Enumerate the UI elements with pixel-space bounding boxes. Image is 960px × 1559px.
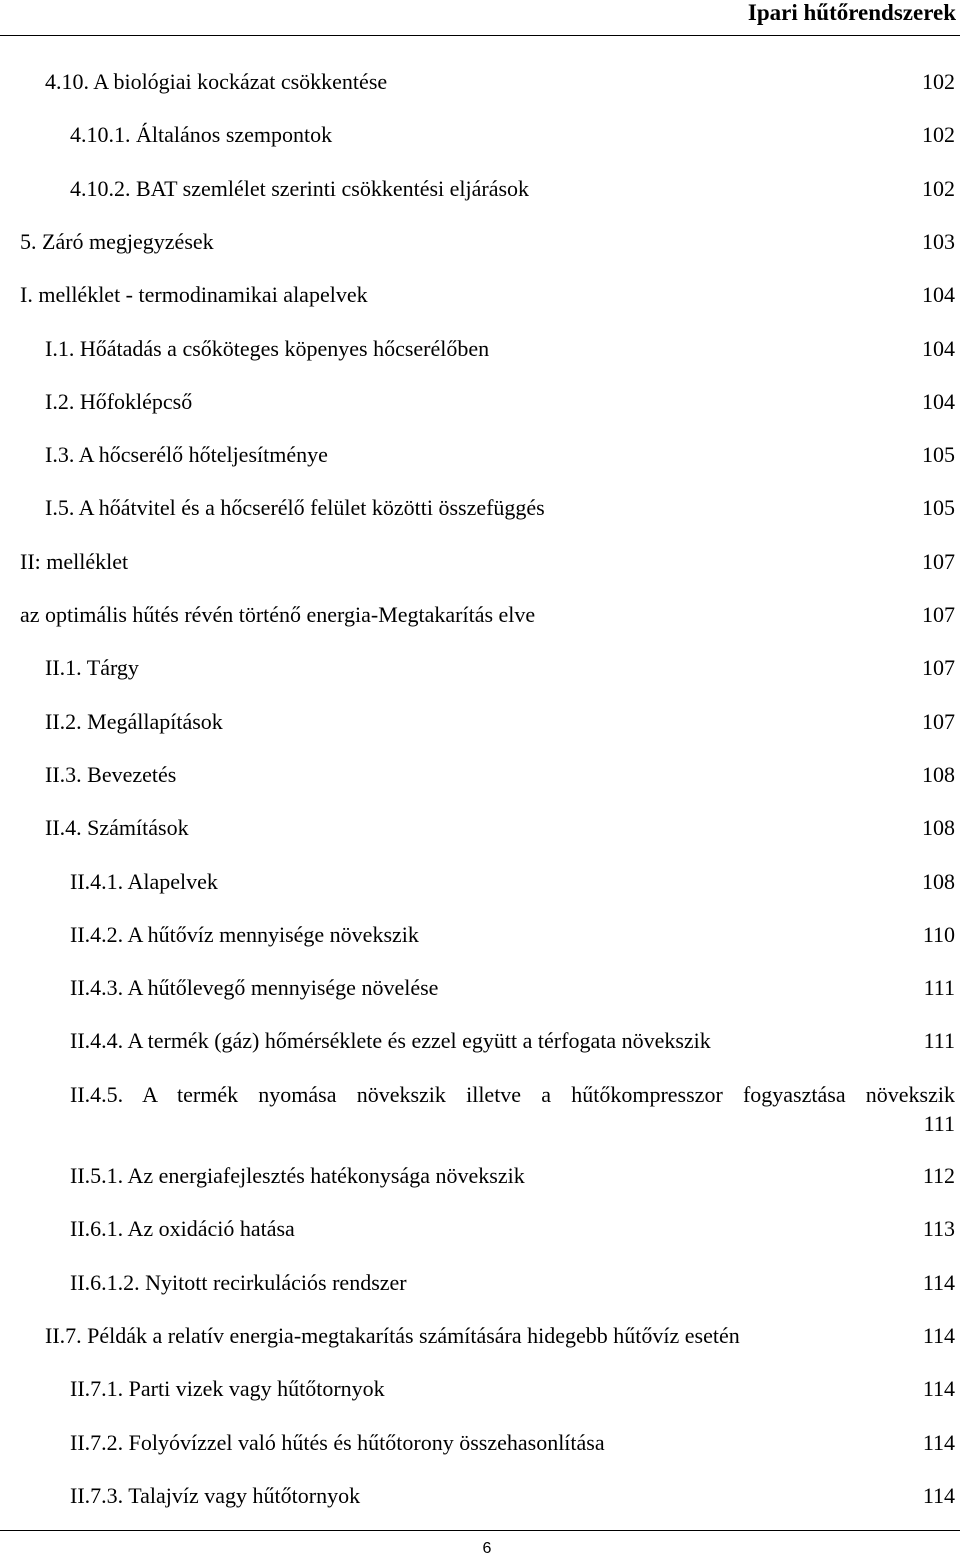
toc-entry-page-number: 103 [922, 228, 955, 254]
toc-entry-label: II.7.2. Folyóvízzel való hűtés és hűtőtorony összehasonlítása [70, 1429, 605, 1455]
toc-entry-page-number: 111 [923, 975, 955, 1001]
footer-rule [0, 1530, 960, 1531]
toc-entry[interactable] [0, 600, 955, 629]
toc-entry[interactable] [0, 973, 955, 1002]
toc-entry-label: II.1. Tárgy [45, 655, 139, 681]
toc-entry-page-number: 108 [922, 761, 955, 787]
toc-entry-label: II.2. Megállapítások [45, 708, 223, 734]
toc-entry-label: 5. Záró megjegyzések [20, 228, 214, 254]
toc-entry[interactable] [0, 280, 955, 309]
toc-entry[interactable] [0, 653, 955, 682]
toc-entry-page-number: 110 [922, 921, 955, 947]
toc-entry-label: II.4.5. A termék nyomása növekszik illetve a hűtőkompresszor fogyasztása növekszik [70, 1081, 955, 1107]
toc-entry[interactable] [0, 67, 955, 96]
toc-entry-label: I.3. A hőcserélő hőteljesítménye [45, 442, 328, 468]
toc-entry[interactable] [0, 1026, 955, 1055]
toc-entry-label: II.5.1. Az energiafejlesztés hatékonysága növekszik [70, 1163, 525, 1188]
toc-entry-label: I.2. Hőfoklépcső [45, 388, 193, 414]
toc-entry[interactable] [0, 1161, 955, 1190]
toc-entry-page-number: 114 [922, 1269, 955, 1295]
toc-entry[interactable] [0, 440, 955, 469]
toc-entry-label: I.5. A hőátvitel és a hőcserélő felület közötti összefüggés [45, 495, 545, 521]
toc-entry-page-number: 114 [922, 1429, 955, 1455]
toc-entry[interactable] [0, 1428, 955, 1457]
toc-entry-page-number: 107 [922, 602, 955, 627]
toc-entry-label: II.4.1. Alapelvek [70, 868, 218, 894]
toc-entry-label: II.4.2. A hűtővíz mennyisége növekszik [70, 921, 419, 947]
toc-entry-label: II.6.1. Az oxidáció hatása [70, 1216, 295, 1242]
toc-entry-page-number: 113 [922, 1216, 955, 1242]
toc-entry[interactable] [0, 920, 955, 949]
toc-entry-page-number: 111 [923, 1110, 955, 1136]
toc-entry-page-number: 108 [922, 815, 955, 841]
toc-entry[interactable] [0, 813, 955, 842]
toc-entry-label: II.6.1.2. Nyitott recirkulációs rendszer [70, 1269, 407, 1295]
toc-entry[interactable] [0, 867, 955, 896]
toc-entry[interactable] [0, 387, 955, 416]
toc-entry[interactable] [0, 227, 955, 256]
toc-entry-label: II: melléklet [20, 548, 129, 574]
toc-entry-label: I.1. Hőátadás a csőköteges köpenyes hőcserélőben [45, 335, 490, 361]
header-title: Ipari hűtőrendszerek [747, 0, 956, 25]
toc-entry-page-number: 107 [922, 548, 955, 574]
toc-entry-label: II.4. Számítások [45, 815, 189, 841]
toc-entry-label: az optimális hűtés révén történő energia-Megtakarítás elve [20, 602, 536, 627]
toc-entry-page-number: 102 [922, 175, 955, 201]
toc-entry-page-number: 102 [922, 122, 955, 148]
toc-entry[interactable] [0, 1268, 955, 1297]
page-number: 6 [482, 1540, 492, 1557]
toc-entry[interactable] [0, 707, 955, 736]
toc-entry-label: II.7.1. Parti vizek vagy hűtőtornyok [70, 1376, 385, 1402]
toc-entry-label: 4.10. A biológiai kockázat csökkentése [45, 69, 388, 94]
toc-entry[interactable] [0, 1374, 955, 1403]
toc-entry-page-number: 107 [922, 655, 955, 681]
toc-entry[interactable] [0, 1214, 955, 1243]
toc-entry-page-number: 104 [922, 388, 955, 414]
toc-entry[interactable] [0, 174, 955, 203]
toc-entry-page-number: 111 [923, 1028, 955, 1054]
toc-entry-label: 4.10.1. Általános szempontok [70, 122, 333, 148]
toc-entry-page-number: 114 [922, 1322, 955, 1348]
toc-entry-page-number: 107 [922, 708, 955, 734]
toc-entry-page-number: 105 [922, 495, 955, 521]
toc-entry[interactable] [0, 120, 955, 149]
toc-entry-page-number: 105 [922, 442, 955, 468]
toc-entry-label: II.7. Példák a relatív energia-megtakarítás számítására hidegebb hűtővíz esetén [45, 1322, 740, 1348]
toc-entry[interactable] [0, 493, 955, 522]
toc-entry-page-number: 104 [922, 335, 955, 361]
toc-entry-page-number: 108 [922, 868, 955, 894]
toc-entry-page-number: 102 [922, 69, 955, 94]
toc-entry[interactable] [0, 334, 955, 363]
toc-entry-label: 4.10.2. BAT szemlélet szerinti csökkentési eljárások [70, 175, 530, 201]
toc-entry-label: II.7.3. Talajvíz vagy hűtőtornyok [70, 1482, 361, 1508]
toc-entry[interactable] [0, 547, 955, 576]
toc-entry-page-number: 114 [922, 1376, 955, 1402]
toc-entry-page-number: 114 [922, 1482, 955, 1508]
toc-entry-label: I. melléklet - termodinamikai alapelvek [20, 282, 368, 308]
toc-entry-page-number: 112 [922, 1163, 955, 1188]
toc-entry-label: II.3. Bevezetés [45, 761, 177, 787]
toc-entry-label: II.4.3. A hűtőlevegő mennyisége növelése [70, 975, 439, 1001]
toc-entry[interactable] [0, 760, 955, 789]
toc-entry[interactable] [0, 1080, 955, 1138]
toc-entry[interactable] [0, 1321, 955, 1350]
toc-entry[interactable] [0, 1481, 955, 1510]
toc-entry-label: II.4.4. A termék (gáz) hőmérséklete és ezzel együtt a térfogata növekszik [70, 1028, 711, 1054]
toc-entry-page-number: 104 [922, 282, 955, 308]
